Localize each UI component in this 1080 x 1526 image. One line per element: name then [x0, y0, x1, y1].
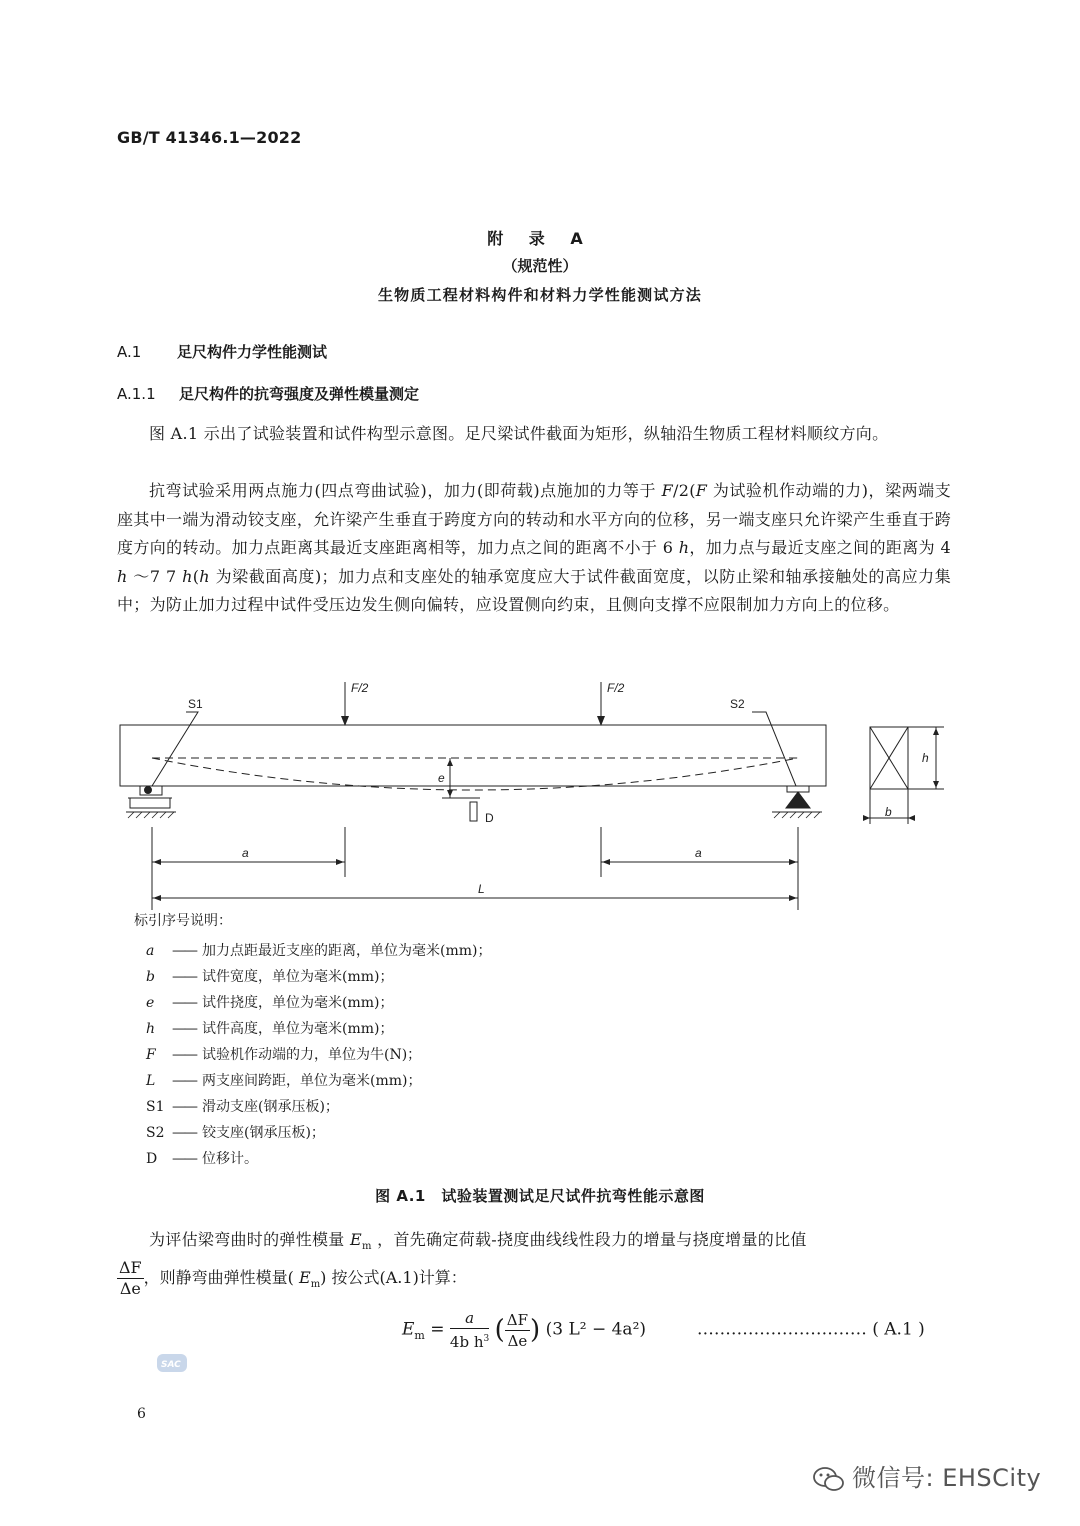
label-h: h	[922, 751, 929, 765]
ratio-fraction: $\frac{\Delta F}{\Delta e}$	[119, 1258, 142, 1298]
legend-row: L —— 两支座间跨距，单位为毫米(mm)；	[146, 1073, 422, 1089]
section-a11-heading	[117, 383, 419, 404]
formula-a1: $E_m$ = $\frac{a}{4b h^3}$ ( $\frac{\Delta F}{\Delta e}$ ) (3 L² − 4a²) ………………………… ( A.1 )	[402, 1309, 925, 1351]
support-s1-base	[130, 798, 170, 808]
paragraph-3: 为评估梁弯曲时的弹性模量 $E_m$ ，首先确定荷载-挠度曲线线性段力的增量与挠度增量的比值	[149, 1230, 807, 1253]
sac-logo	[156, 1350, 190, 1376]
section-title: 足尺构件力学性能测试	[177, 343, 328, 361]
legend-row: a —— 加力点距最近支座的距离，单位为毫米(mm)；	[146, 943, 492, 959]
legend-row: h —— 试件高度，单位为毫米(mm)；	[146, 1021, 394, 1037]
paragraph-1: 图 A.1 示出了试验装置和试件构型示意图。足尺梁试件截面为矩形，纵轴沿生物质工程材料顺纹方向。	[149, 424, 889, 443]
support-s2-pin	[786, 792, 810, 808]
wechat-watermark: 微信号: EHSCity	[812, 1458, 1041, 1493]
beam	[120, 725, 826, 786]
support-s2-plate	[787, 786, 809, 792]
s1-leader	[152, 712, 198, 786]
paragraph-2: 抗弯试验采用两点施力(四点弯曲试验)，加力(即荷载)点施加的力等于 F/2(F 为试验机作动端的力)，梁两端支座其中一端为滑动铰支座，允许梁产生垂直于跨度方向的转动和水平方向的位移，另一端支座只允许梁产生垂直于跨度方向的转动。加力点距离其最近支座距离相等，加力点之间的距离不小于 6 h，加力点与最近支座之间的距离为 4 h ～7 7 h(h 为梁截面高度)；加力点和支座处的轴承宽度应大于试件截面宽度，以防止梁和轴承接触处的高应力集中；为防止加力过程中试件受压边发生侧向偏转，应设置侧向约束，且侧向支撑不应限制加力方向上的位移。	[117, 481, 952, 614]
displacement-gauge	[470, 802, 477, 821]
legend-list	[146, 938, 491, 1172]
section-number: A.1	[117, 343, 142, 361]
standard-number: GB/T 41346.1—2022	[117, 128, 302, 147]
svg-text:SAC: SAC	[161, 1360, 181, 1370]
section-number: A.1.1	[117, 385, 156, 403]
label-a-left: a	[242, 846, 249, 860]
legend-row: S1 —— 滑动支座(钢承压板)；	[146, 1099, 339, 1115]
legend-row: D —— 位移计。	[146, 1151, 258, 1167]
legend-row: F —— 试验机作动端的力，单位为牛(N)；	[146, 1047, 422, 1063]
label-s1: S1	[188, 697, 203, 711]
wechat-icon	[812, 1465, 846, 1493]
section-title: 足尺构件的抗弯强度及弹性模量测定	[179, 385, 420, 403]
label-d: D	[485, 811, 494, 825]
test-setup-diagram	[110, 672, 950, 912]
formula-leader: …………………………	[696, 1319, 867, 1340]
s2-leader	[752, 712, 796, 786]
page-number: 6	[137, 1406, 146, 1422]
label-s2: S2	[730, 697, 745, 711]
legend-row: e —— 试件挠度，单位为毫米(mm)；	[146, 995, 394, 1011]
label-e: e	[438, 771, 445, 785]
section-a1-heading	[117, 341, 327, 362]
label-a-right: a	[695, 846, 702, 860]
figure-caption: 图 A.1 试验装置测试足尺试件抗弯性能示意图	[375, 1187, 705, 1205]
legend-row: b —— 试件宽度，单位为毫米(mm)；	[146, 969, 394, 985]
formula-number: ( A.1 )	[872, 1319, 925, 1340]
label-L: L	[478, 882, 485, 896]
annex-label: 附 录 A	[487, 229, 593, 248]
label-b: b	[885, 805, 892, 819]
annex-title: 生物质工程材料构件和材料力学性能测试方法	[377, 286, 702, 304]
label-f-half-right: F/2	[607, 681, 625, 695]
paragraph-3-cont: $\frac{\Delta F}{\Delta e}$ ，则静弯曲弹性模量( $E_m$) 按公式(A.1)计算：	[119, 1258, 467, 1298]
label-f-half-left: F/2	[351, 681, 369, 695]
legend-row: S2 —— 铰支座(钢承压板)；	[146, 1125, 325, 1141]
annex-normative: （规范性）	[502, 257, 578, 275]
legend-heading: 标引序号说明：	[134, 913, 232, 929]
deflection-curve	[152, 758, 798, 790]
